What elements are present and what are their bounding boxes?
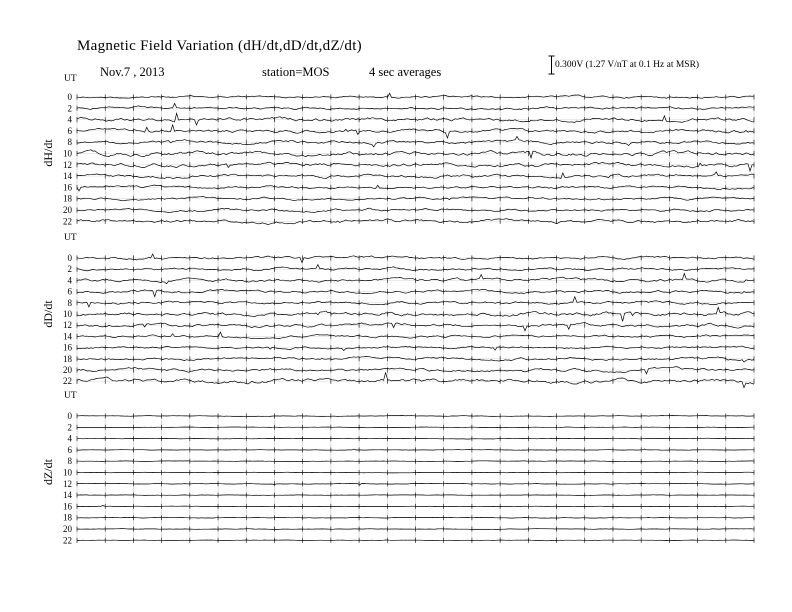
panel-dZ-dt (41, 391, 754, 545)
row-hour-label: 8 (67, 456, 72, 467)
averaging-label: 4 sec averages (369, 65, 442, 79)
row-hour-label: 4 (67, 275, 72, 286)
row-hour-label: 6 (67, 125, 72, 136)
row-hour-label: 14 (63, 331, 72, 342)
row-hour-label: 14 (63, 490, 72, 501)
signal-trace (77, 472, 754, 473)
row-hour-label: 22 (63, 216, 72, 227)
row-hour-label: 2 (67, 422, 72, 433)
row-hour-label: 0 (67, 411, 72, 421)
row-hour-label: 18 (63, 193, 72, 204)
row-hour-label: 8 (67, 137, 72, 148)
row-hour-label: 10 (63, 309, 72, 319)
row-hour-label: 14 (63, 171, 72, 182)
row-hour-label: 4 (67, 114, 72, 125)
row-hour-label: 0 (67, 92, 72, 102)
row-hour-label: 6 (67, 286, 72, 297)
row-hour-label: 16 (63, 501, 72, 512)
ut-label: UT (64, 233, 77, 243)
date-label: Nov.7 , 2013 (100, 65, 165, 79)
row-hour-label: 20 (63, 205, 72, 215)
y-axis-label: dD/dt (41, 300, 55, 328)
row-hour-label: 20 (63, 365, 72, 375)
row-hour-label: 18 (63, 353, 72, 364)
row-hour-label: 2 (67, 264, 72, 275)
y-axis-label: dZ/dt (41, 459, 55, 485)
ut-label: UT (64, 74, 77, 84)
station-label: station=MOS (262, 65, 330, 79)
row-hour-label: 20 (63, 524, 72, 534)
scale-label: 0.300V (1.27 V/nT at 0.1 Hz at MSR) (555, 60, 700, 70)
row-hour-label: 12 (63, 478, 72, 489)
panel-dH-dt (41, 74, 754, 226)
row-hour-label: 10 (63, 148, 72, 159)
row-hour-label: 4 (67, 433, 72, 444)
row-hour-label: 16 (63, 182, 72, 193)
row-hour-label: 22 (63, 535, 72, 546)
y-axis-label: dH/dt (41, 139, 55, 167)
row-hour-label: 16 (63, 342, 72, 353)
row-hour-label: 6 (67, 444, 72, 455)
row-hour-label: 0 (67, 253, 72, 263)
chart-title: Magnetic Field Variation (dH/dt,dD/dt,dZ/dt) (77, 38, 362, 54)
signal-trace (77, 461, 754, 462)
row-hour-label: 10 (63, 467, 72, 478)
row-hour-label: 22 (63, 376, 72, 387)
ut-label: UT (64, 391, 77, 401)
row-hour-label: 8 (67, 297, 72, 308)
row-hour-label: 12 (63, 320, 72, 331)
row-hour-label: 12 (63, 159, 72, 170)
panel-dD-dt (41, 233, 754, 388)
row-hour-label: 2 (67, 103, 72, 114)
row-hour-label: 18 (63, 512, 72, 523)
